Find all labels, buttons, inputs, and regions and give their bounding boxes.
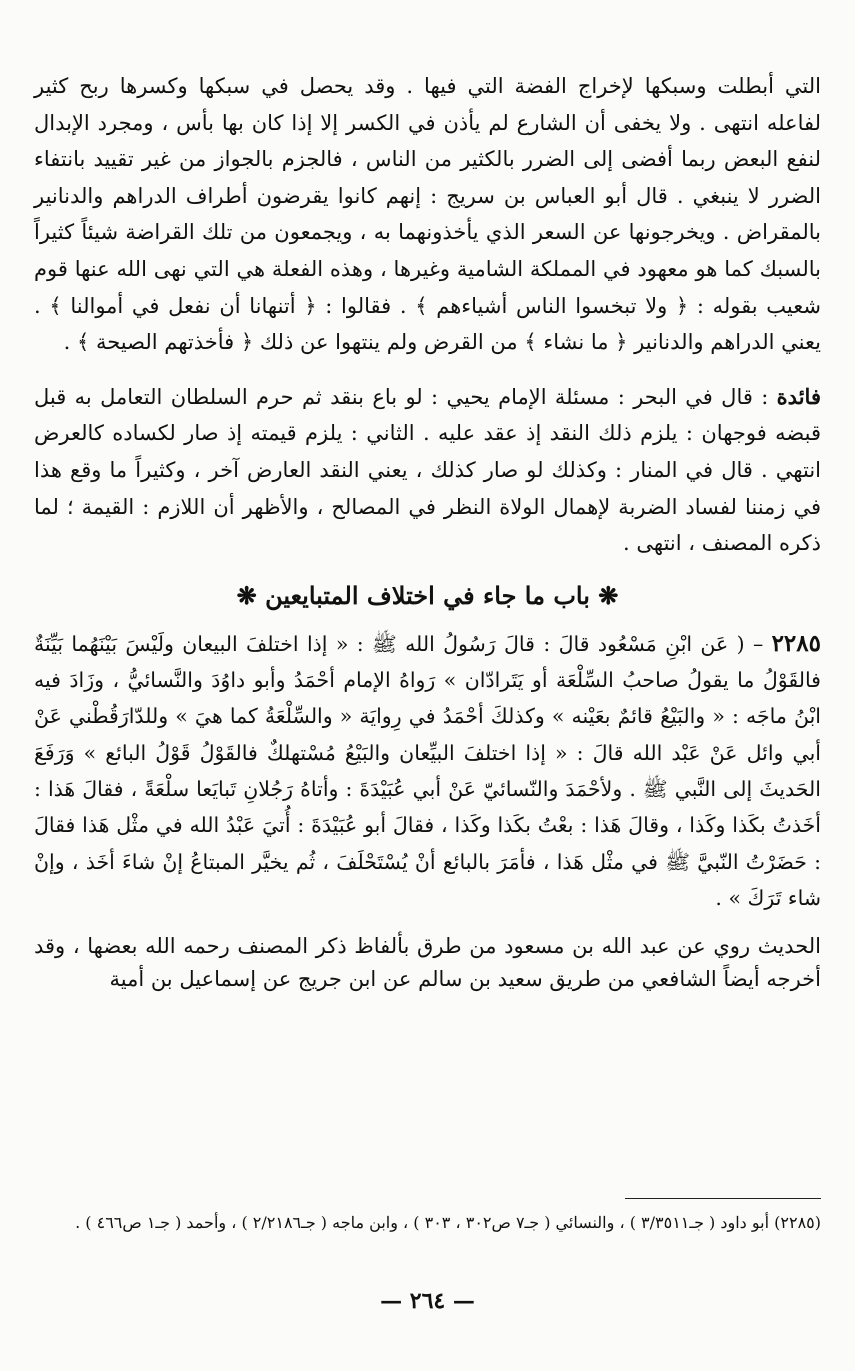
page-number: — ٢٦٤ — bbox=[380, 1288, 475, 1314]
hadith-paragraph bbox=[34, 626, 821, 916]
hadith-number: ٢٢٨٥ bbox=[771, 629, 821, 657]
faida-paragraph bbox=[34, 379, 821, 562]
main-text bbox=[34, 68, 821, 996]
chapter-heading: ❋ باب ما جاء في اختلاف المتبايعين ❋ bbox=[236, 580, 619, 610]
commentary-paragraph: الحديث روي عن عبد الله بن مسعود من طرق بألفاظ ذكر المصنف رحمه الله بعضها ، وقد أخرجه أيضاً الشافعي من طريق سعيد بن سالم عن ابن جريج عن إسماعيل بن أمية bbox=[34, 934, 821, 992]
faida-text: : قال في البحر : مسئلة الإمام يحيي : لو باع بنقد ثم حرم السلطان التعامل به قبل قبضه فوجهان : يلزم ذلك النقد إذ عقد عليه . الثاني : يلزم قيمته إذ صار لكساده كالعرض انتهي . قال في المنار : وكذلك لو صار كذلك ، يعني النقد العارض آخر ، وكثيراً ما وقع هذا في زمننا لفساد الضربة لإهمال الولاة النظر في المصالح ، والأظهر أن اللازم : القيمة ؛ لما ذكره المصنف ، انتهى . bbox=[34, 384, 821, 556]
footnote: (٢٢٨٥) أبو داود ( جـ٣/٣٥١١ ) ، والنسائي ( جـ٧ ص٣٠٢ ، ٣٠٣ ) ، وابن ماجه ( جـ٢/٢١٨٦ ) ، وأحمد ( جـ١ ص٤٦٦ ) . bbox=[75, 1213, 821, 1232]
footnote-divider bbox=[625, 1198, 821, 1199]
intro-paragraph: التي أبطلت وسبكها لإخراج الفضة التي فيها . وقد يحصل في سبكها وكسرها ربح كثير لفاعله انتهى . ولا يخفى أن الشارع لم يأذن في الكسر إلا إذا كان بها بأس ، ومجرد الإبدال لنفع البعض ربما أفضى إلى الضرر بالكثير من الناس ، فالجزم بالجواز من غير تقييد بانتفاء الضرر لا ينبغي . قال أبو العباس بن سريج : إنهم كانوا يقرضون أطراف الدراهم والدنانير بالمقراض . ويخرجونها عن السعر الذي يأخذونهما به ، ويجمعون من تلك القراضة شيئاً كثيراً بالسبك كما هو معهود في المملكة الشامية وغيرها ، وهذه الفعلة هي التي نهى الله عنها قوم شعيب بقوله : ﴿ ولا تبخسوا الناس أشياءهم ﴾ . فقالوا : ﴿ أتنهانا أن نفعل في أموالنا ﴾ . يعني الدراهم والدنانير ﴿ ما نشاء ﴾ من القرض ولم ينتهوا عن ذلك ﴿ فأخذتهم الصيحة ﴾ . bbox=[34, 74, 821, 355]
hadith-text: – ( عَن ابْنِ مَسْعُود قالَ : قالَ رَسُولُ الله ﷺ : « إذا اختلفَ البيعان ولَيْسَ بَيْنَهُما بَيِّنَةٌ فالقَوْلُ ما يقولُ صاحبُ السِّلْعَة أو يَتَرادّان » رَواهُ الإمام أحْمَدُ وأبو داوُدَ والنَّسائيُّ ، وزَادَ فيه ابْنُ ماجَه : « والبَيْعُ قائمٌ بعَيْنه » وكذلكَ أحْمَدُ في رِوايَة « والسِّلْعَةُ كما هيَ » وللدّارَقُطْني عَنْ أبي وائل عَنْ عَبْد الله قالَ : « إذا اختلفَ البيِّعان والبَيْعُ مُسْتهلكٌ فالقَوْلُ قَوْلُ البائع » وَرَفَعَ الحَديثَ إلى النَّبي ﷺ . ولأحْمَدَ والنّسائيّ عَنْ أبي عُبَيْدَةَ : وأتاهُ رَجُلانِ تَبايَعا سلْعَةً ، فقالَ هَذا : أخَذتُ بكَذا وكَذا ، وقالَ هَذا : بعْتُ بكَذا وكَذا ، فقالَ أبو عُبَيْدَةَ : أُتيَ عَبْدُ الله في مثْل هَذا فقالَ : حَضَرْتُ النّبيَّ ﷺ في مثْل هَذا ، فأمَرَ بالبائع أنْ يُسْتَحْلَفَ ، ثُم يخيَّر المبتاعُ إنْ شاءَ أخَذ ، وإنْ شاء تَرَكَ » . bbox=[34, 631, 821, 910]
faida-label: فائدة bbox=[776, 383, 821, 409]
